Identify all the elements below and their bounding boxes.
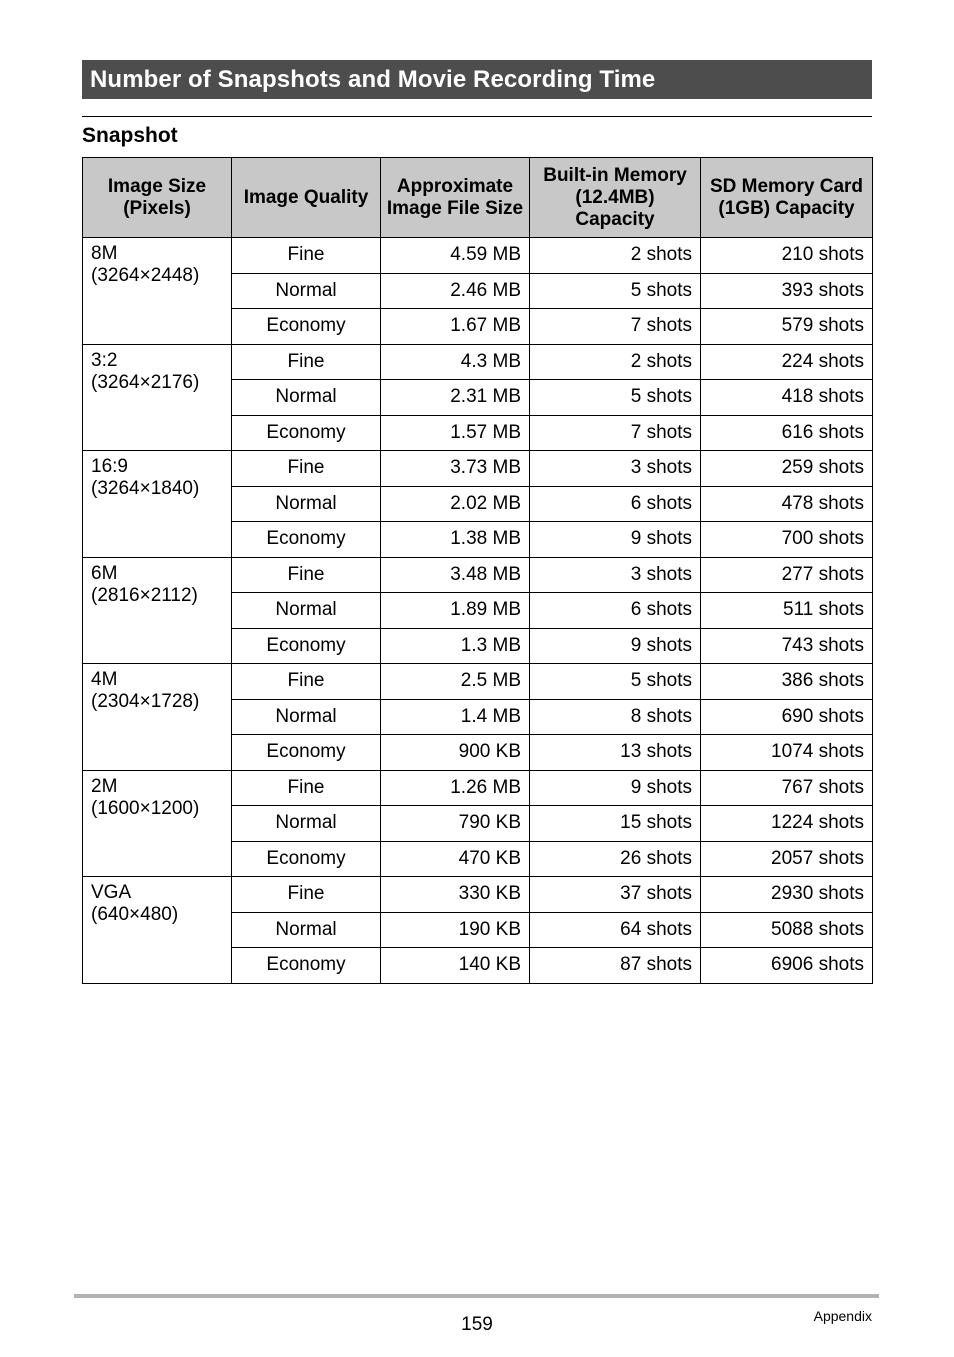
file-size-cell: 2.5 MB [381, 664, 530, 700]
file-size-cell: 4.3 MB [381, 344, 530, 380]
file-size-cell: 190 KB [381, 912, 530, 948]
image-quality-cell: Normal [232, 699, 381, 735]
image-quality-cell: Fine [232, 877, 381, 913]
image-quality-cell: Economy [232, 628, 381, 664]
image-quality-cell: Normal [232, 486, 381, 522]
file-size-cell: 1.4 MB [381, 699, 530, 735]
image-size-label: VGA [91, 882, 132, 903]
table-body [83, 238, 873, 984]
file-size-cell: 1.3 MB [381, 628, 530, 664]
file-size-cell: 2.31 MB [381, 380, 530, 416]
column-header-sd-card: SD Memory Card (1GB) Capacity [701, 158, 873, 238]
builtin-capacity-cell: 3 shots [530, 557, 701, 593]
sd-capacity-cell: 386 shots [701, 664, 873, 700]
title-divider [82, 116, 872, 117]
file-size-cell: 2.02 MB [381, 486, 530, 522]
builtin-capacity-cell: 6 shots [530, 486, 701, 522]
builtin-capacity-cell: 9 shots [530, 522, 701, 558]
image-quality-cell: Fine [232, 451, 381, 487]
image-size-cell [83, 770, 232, 877]
image-size-label: 3:2 [91, 349, 118, 371]
file-size-cell: 790 KB [381, 806, 530, 842]
builtin-capacity-cell: 2 shots [530, 238, 701, 274]
image-quality-cell: Fine [232, 664, 381, 700]
file-size-cell: 470 KB [381, 841, 530, 877]
builtin-capacity-cell: 9 shots [530, 770, 701, 806]
image-quality-cell: Normal [232, 273, 381, 309]
image-size-label: 16:9 [91, 456, 128, 477]
image-size-label: 8M [91, 243, 118, 264]
file-size-cell: 1.67 MB [381, 309, 530, 345]
file-size-cell: 900 KB [381, 735, 530, 771]
builtin-capacity-cell: 64 shots [530, 912, 701, 948]
sd-capacity-cell: 393 shots [701, 273, 873, 309]
table-row [83, 770, 873, 806]
image-quality-cell: Economy [232, 415, 381, 451]
column-header-image-quality: Image Quality [232, 158, 381, 238]
image-size-cell [83, 664, 232, 771]
file-size-cell: 2.46 MB [381, 273, 530, 309]
image-size-pixels: (2816×2112) [91, 584, 198, 606]
image-quality-cell: Economy [232, 522, 381, 558]
sd-capacity-cell: 478 shots [701, 486, 873, 522]
image-size-pixels: (3264×2448) [91, 265, 200, 286]
column-header-image-size: Image Size (Pixels) [83, 158, 232, 238]
table-row [83, 451, 873, 487]
sd-capacity-cell: 743 shots [701, 628, 873, 664]
sd-capacity-cell: 418 shots [701, 380, 873, 416]
sd-capacity-cell: 210 shots [701, 238, 873, 274]
sd-capacity-cell: 277 shots [701, 557, 873, 593]
file-size-cell: 140 KB [381, 948, 530, 984]
builtin-capacity-cell: 26 shots [530, 841, 701, 877]
sd-capacity-cell: 511 shots [701, 593, 873, 629]
table-row [83, 557, 873, 593]
image-quality-cell: Fine [232, 557, 381, 593]
builtin-capacity-cell: 13 shots [530, 735, 701, 771]
file-size-cell: 4.59 MB [381, 238, 530, 274]
sd-capacity-cell: 690 shots [701, 699, 873, 735]
image-quality-cell: Economy [232, 309, 381, 345]
image-size-cell [83, 238, 232, 345]
image-size-cell [83, 451, 232, 558]
column-header-builtin-memory: Built-in Memory (12.4MB) Capacity [530, 158, 701, 238]
sd-capacity-cell: 579 shots [701, 309, 873, 345]
sd-capacity-cell: 5088 shots [701, 912, 873, 948]
page-number: 159 [461, 1314, 493, 1335]
image-size-label: 6M [91, 562, 118, 584]
image-quality-cell: Economy [232, 735, 381, 771]
image-quality-cell: Economy [232, 841, 381, 877]
builtin-capacity-cell: 87 shots [530, 948, 701, 984]
table-row [83, 238, 873, 274]
table-row [83, 664, 873, 700]
sd-capacity-cell: 259 shots [701, 451, 873, 487]
builtin-capacity-cell: 9 shots [530, 628, 701, 664]
builtin-capacity-cell: 15 shots [530, 806, 701, 842]
sd-capacity-cell: 2057 shots [701, 841, 873, 877]
image-quality-cell: Normal [232, 380, 381, 416]
image-size-pixels: (3264×2176) [91, 371, 200, 393]
section-heading: Snapshot [82, 124, 178, 147]
builtin-capacity-cell: 8 shots [530, 699, 701, 735]
image-quality-cell: Normal [232, 912, 381, 948]
builtin-capacity-cell: 3 shots [530, 451, 701, 487]
image-size-label: 2M [91, 775, 118, 797]
image-quality-cell: Normal [232, 593, 381, 629]
builtin-capacity-cell: 37 shots [530, 877, 701, 913]
builtin-capacity-cell: 7 shots [530, 415, 701, 451]
image-quality-cell: Fine [232, 238, 381, 274]
sd-capacity-cell: 2930 shots [701, 877, 873, 913]
image-size-cell [83, 344, 232, 451]
image-quality-cell: Normal [232, 806, 381, 842]
file-size-cell: 330 KB [381, 877, 530, 913]
builtin-capacity-cell: 2 shots [530, 344, 701, 380]
image-size-pixels: (640×480) [91, 904, 179, 925]
file-size-cell: 3.48 MB [381, 557, 530, 593]
page-title: Number of Snapshots and Movie Recording Time [90, 65, 656, 93]
sd-capacity-cell: 767 shots [701, 770, 873, 806]
image-size-label: 4M [91, 669, 118, 690]
sd-capacity-cell: 616 shots [701, 415, 873, 451]
column-header-file-size: Approximate Image File Size [381, 158, 530, 238]
title-bar [82, 60, 872, 99]
snapshot-table [82, 157, 873, 984]
image-size-pixels: (1600×1200) [91, 797, 200, 819]
file-size-cell: 3.73 MB [381, 451, 530, 487]
section-label: Appendix [813, 1308, 872, 1324]
image-size-pixels: (3264×1840) [91, 478, 200, 499]
file-size-cell: 1.89 MB [381, 593, 530, 629]
image-size-cell [83, 877, 232, 984]
builtin-capacity-cell: 5 shots [530, 273, 701, 309]
table-row [83, 877, 873, 913]
builtin-capacity-cell: 6 shots [530, 593, 701, 629]
sd-capacity-cell: 1224 shots [701, 806, 873, 842]
sd-capacity-cell: 1074 shots [701, 735, 873, 771]
header-row [83, 158, 873, 238]
file-size-cell: 1.26 MB [381, 770, 530, 806]
builtin-capacity-cell: 7 shots [530, 309, 701, 345]
sd-capacity-cell: 700 shots [701, 522, 873, 558]
image-quality-cell: Fine [232, 344, 381, 380]
image-size-cell [83, 557, 232, 664]
image-quality-cell: Economy [232, 948, 381, 984]
table-row [83, 344, 873, 380]
table-header [83, 158, 873, 238]
image-quality-cell: Fine [232, 770, 381, 806]
file-size-cell: 1.57 MB [381, 415, 530, 451]
footer-divider [74, 1294, 879, 1298]
file-size-cell: 1.38 MB [381, 522, 530, 558]
sd-capacity-cell: 224 shots [701, 344, 873, 380]
builtin-capacity-cell: 5 shots [530, 664, 701, 700]
builtin-capacity-cell: 5 shots [530, 380, 701, 416]
image-size-pixels: (2304×1728) [91, 691, 200, 712]
sd-capacity-cell: 6906 shots [701, 948, 873, 984]
